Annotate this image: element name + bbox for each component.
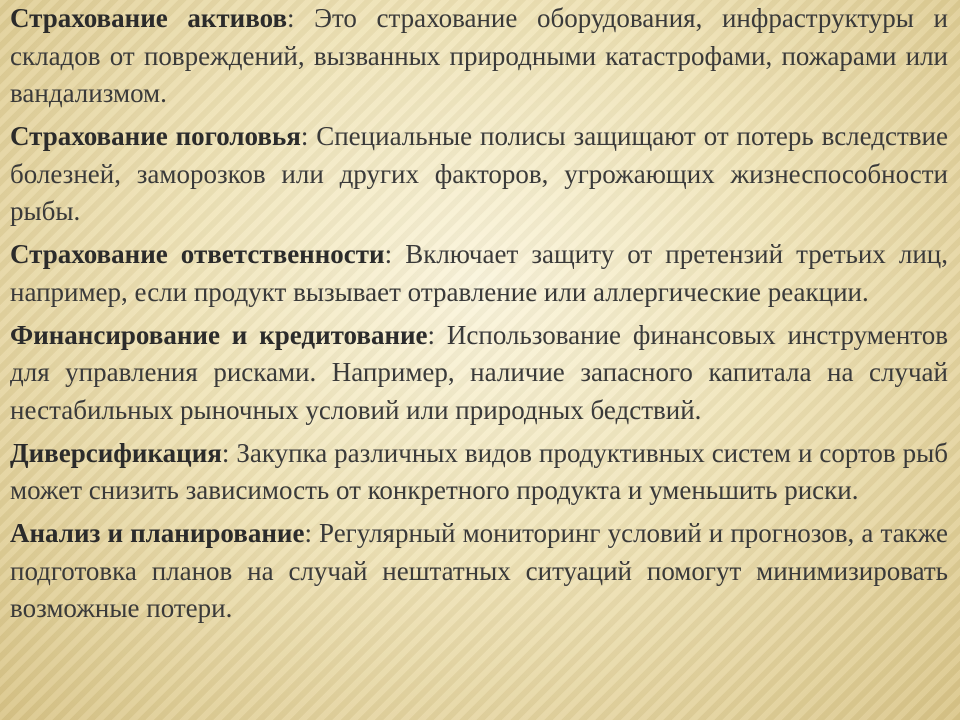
paragraph-asset-insurance xyxy=(10,0,948,113)
text-diversification: : Закупка различных видов продуктивных систем и сортов рыб может снизить зависимость от конкретного продукта и уменьшить риски. xyxy=(10,437,948,505)
term-analysis-planning: Анализ и планирование xyxy=(10,518,305,548)
text-asset-insurance: : Это страхование оборудования, инфраструктуры и складов от повреждений, вызванных природными катастрофами, пожарами или вандализмом. xyxy=(10,3,948,108)
paragraph-financing xyxy=(10,317,948,430)
paragraph-diversification xyxy=(10,435,948,510)
term-asset-insurance: Страхование активов xyxy=(10,3,288,33)
term-financing: Финансирование и кредитование xyxy=(10,319,428,350)
term-liability-insurance: Страхование ответственности xyxy=(10,239,385,269)
text-analysis-planning: : Регулярный мониторинг условий и прогнозов, а также подготовка планов на случай нештатных ситуаций помогут минимизировать возможные потери. xyxy=(10,518,948,623)
text-financing: : Использование финансовых инструментов для управления рисками. Например, наличие запасного капитала на случай нестабильных рыночных условий или природных бедствий. xyxy=(10,319,948,425)
text-liability-insurance: : Включает защиту от претензий третьих лиц, например, если продукт вызывает отравление или аллергические реакции. xyxy=(10,239,948,307)
term-diversification: Диверсификация xyxy=(10,437,222,468)
term-livestock-insurance: Страхование поголовья xyxy=(10,121,301,151)
paragraph-livestock-insurance xyxy=(10,118,948,231)
slide-body xyxy=(10,0,948,633)
text-livestock-insurance: : Специальные полисы защищают от потерь вследствие болезней, заморозков или других факторов, угрожающих жизнеспособности рыбы. xyxy=(10,121,948,226)
paragraph-liability-insurance xyxy=(10,236,948,311)
paragraph-analysis-planning xyxy=(10,515,948,628)
